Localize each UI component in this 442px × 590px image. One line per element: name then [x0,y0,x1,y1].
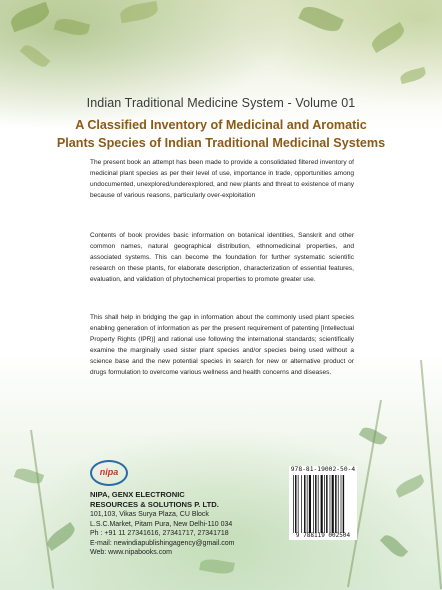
leaf-decoration [298,2,344,36]
logo-text: nipa [99,467,119,477]
leaf-decoration [199,557,235,576]
description-paragraph-3: This shall help in bridging the gap in information about the commonly used plant species enabling generation of information as per the present requirement of patenting [Intellectual Property Rights (IPR)] and rational use following the international standards; scientifically examine the marginally used sister plant species and/or species being used without a science base and the new potential species in search for new or alternative product or drugs formulation to overcome various wellness and health concerns and diseases. [90,314,354,377]
leaf-decoration [54,16,90,38]
book-title [0,116,442,152]
isbn-top-text: 978-81-19002-50-4 [290,466,356,473]
publisher-name-line-2: RESOURCES & SOLUTIONS P. LTD. [90,500,219,509]
leaf-decoration [380,532,408,560]
book-title-line-2: Plants Species of Indian Traditional Medicinal Systems [56,136,386,150]
series-title: Indian Traditional Medicine System - Volume 01 [86,96,356,110]
description-paragraph-1: The present book an attempt has been made to provide a consolidated filtered inventory of medicinal plant species as per their level of use, importance in trade, opportunities among undocumented, unexplored/underexplored, and new plants and threat to existence of many because of various reasons, particularly over-exploitation [90,159,354,200]
barcode-bars [293,475,353,533]
publisher-info [90,490,290,558]
stem-decoration [30,430,54,589]
leaf-decoration [8,2,52,33]
leaf-decoration [20,42,51,70]
leaf-decoration [119,1,159,23]
leaf-decoration [394,474,426,498]
publisher-address-line-2: L.S.C.Market, Pitam Pura, New Delhi-110 034 [90,520,233,528]
publisher-name-line-1: NIPA, GENX ELECTRONIC [90,490,185,499]
leaf-decoration [369,22,408,53]
publisher-email: E-mail: newindiapublishingagency@gmail.com [90,539,235,547]
publisher-logo [90,460,128,490]
publisher-address-line-1: 101,103, Vikas Surya Plaza, CU Block [90,511,209,518]
description-paragraph-2: Contents of book provides basic information on botanical identities, Sanskrit and other common names, natural geographical distribution, ethnomedicinal properties, and associated systems. This can become the foundation for further systematic scientific research on these plants, for elaborate description, characterization of essential features, evaluation, and validation of phytochemical properties to promote greater use. [90,232,354,284]
publisher-phone: Ph : +91 11 27341616, 27341717, 27341718 [90,530,229,538]
publisher-web: Web: www.nipabooks.com [90,549,172,557]
leaf-decoration [399,67,427,84]
isbn-bottom-text: 9 788119 002504 [295,532,351,539]
isbn-barcode [289,466,357,540]
leaf-decoration [44,522,78,551]
stem-decoration [420,360,442,589]
book-title-line-1: A Classified Inventory of Medicinal and Aromatic [75,118,367,132]
